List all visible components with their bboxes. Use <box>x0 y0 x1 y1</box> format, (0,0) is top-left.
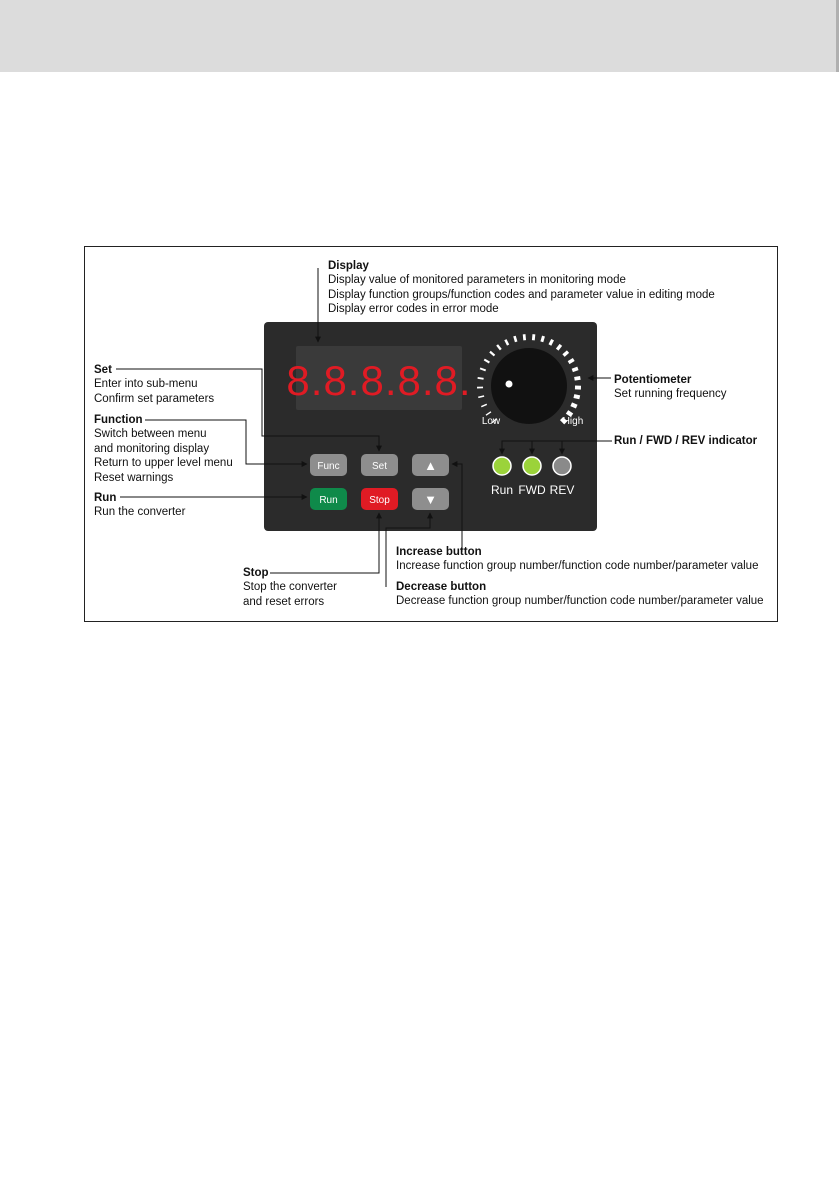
func-button[interactable] <box>310 454 347 476</box>
function-callout-title: Function <box>94 414 143 426</box>
stop-callout-line: Stop the converter <box>243 581 337 594</box>
potentiometer-scale-tick <box>572 368 578 370</box>
potentiometer-scale-tick <box>542 336 544 342</box>
potentiometer-callout-title: Potentiometer <box>614 374 692 386</box>
function-callout <box>94 413 233 485</box>
potentiometer-scale-tick <box>524 334 525 340</box>
set-callout-title: Set <box>94 364 112 376</box>
indicator-callout <box>614 434 757 448</box>
stop-button[interactable] <box>361 488 398 510</box>
function-callout-line: Reset warnings <box>94 471 174 484</box>
up-arrow-icon: ▲ <box>424 458 437 473</box>
set-callout-line: Confirm set parameters <box>94 392 215 405</box>
stop-button-label: Stop <box>369 495 390 506</box>
increase-callout-title: Increase button <box>396 546 482 558</box>
stop-callout <box>243 566 337 609</box>
func-button-label: Func <box>317 461 340 472</box>
potentiometer-scale-tick <box>533 334 534 340</box>
decrease-callout <box>396 580 764 609</box>
potentiometer-scale-tick <box>478 378 484 379</box>
set-button[interactable] <box>361 454 398 476</box>
display-callout-title: Display <box>328 260 369 272</box>
increase-callout <box>396 545 758 574</box>
led-display-digits: 8.8.8.8.8. <box>286 357 472 404</box>
indicator-fwd-label: FWD <box>518 483 546 497</box>
indicator-callout-title: Run / FWD / REV indicator <box>614 435 758 447</box>
down-arrow-icon: ▼ <box>424 492 437 507</box>
set-button-label: Set <box>371 461 388 472</box>
stop-callout-line: and reset errors <box>243 595 325 608</box>
set-callout-line: Enter into sub-menu <box>94 378 198 391</box>
display-callout-line: Display function groups/function codes and parameter value in editing mode <box>328 288 715 301</box>
decrease-button[interactable] <box>412 488 449 510</box>
run-callout-line: Run the converter <box>94 506 186 519</box>
potentiometer-scale-tick <box>571 404 577 406</box>
increase-callout-line: Increase function group number/function code number/parameter value <box>396 560 759 573</box>
run-callout <box>94 491 185 520</box>
indicator-rev-label: REV <box>549 483 575 497</box>
potentiometer-knob[interactable] <box>491 348 567 424</box>
run-button-label: Run <box>319 495 338 506</box>
potentiometer-high-label: High <box>562 416 584 427</box>
function-callout-line: Return to upper level menu <box>94 457 233 470</box>
display-callout-line: Display error codes in error mode <box>328 303 499 316</box>
potentiometer-scale-tick <box>574 396 580 397</box>
decrease-callout-title: Decrease button <box>396 581 487 593</box>
potentiometer-scale-tick <box>514 336 516 342</box>
set-callout <box>94 363 214 406</box>
decrease-callout-line: Decrease function group number/function code number/parameter value <box>396 595 764 608</box>
potentiometer-scale-tick <box>574 378 580 379</box>
run-button[interactable] <box>310 488 347 510</box>
potentiometer-knob-dot <box>506 381 513 388</box>
potentiometer-callout-line: Set running frequency <box>614 388 727 401</box>
display-callout-line: Display value of monitored parameters in monitoring mode <box>328 274 626 287</box>
run-callout-title: Run <box>94 492 117 504</box>
indicator-run-label: Run <box>490 483 514 497</box>
potentiometer-scale-tick <box>567 412 572 415</box>
potentiometer-low-label: Low <box>481 416 501 427</box>
function-callout-line: and monitoring display <box>94 442 210 455</box>
increase-button[interactable] <box>412 454 449 476</box>
function-callout-line: Switch between menu <box>94 428 207 441</box>
stop-callout-title: Stop <box>243 567 269 579</box>
display-callout <box>328 259 715 317</box>
potentiometer-callout <box>614 373 727 402</box>
